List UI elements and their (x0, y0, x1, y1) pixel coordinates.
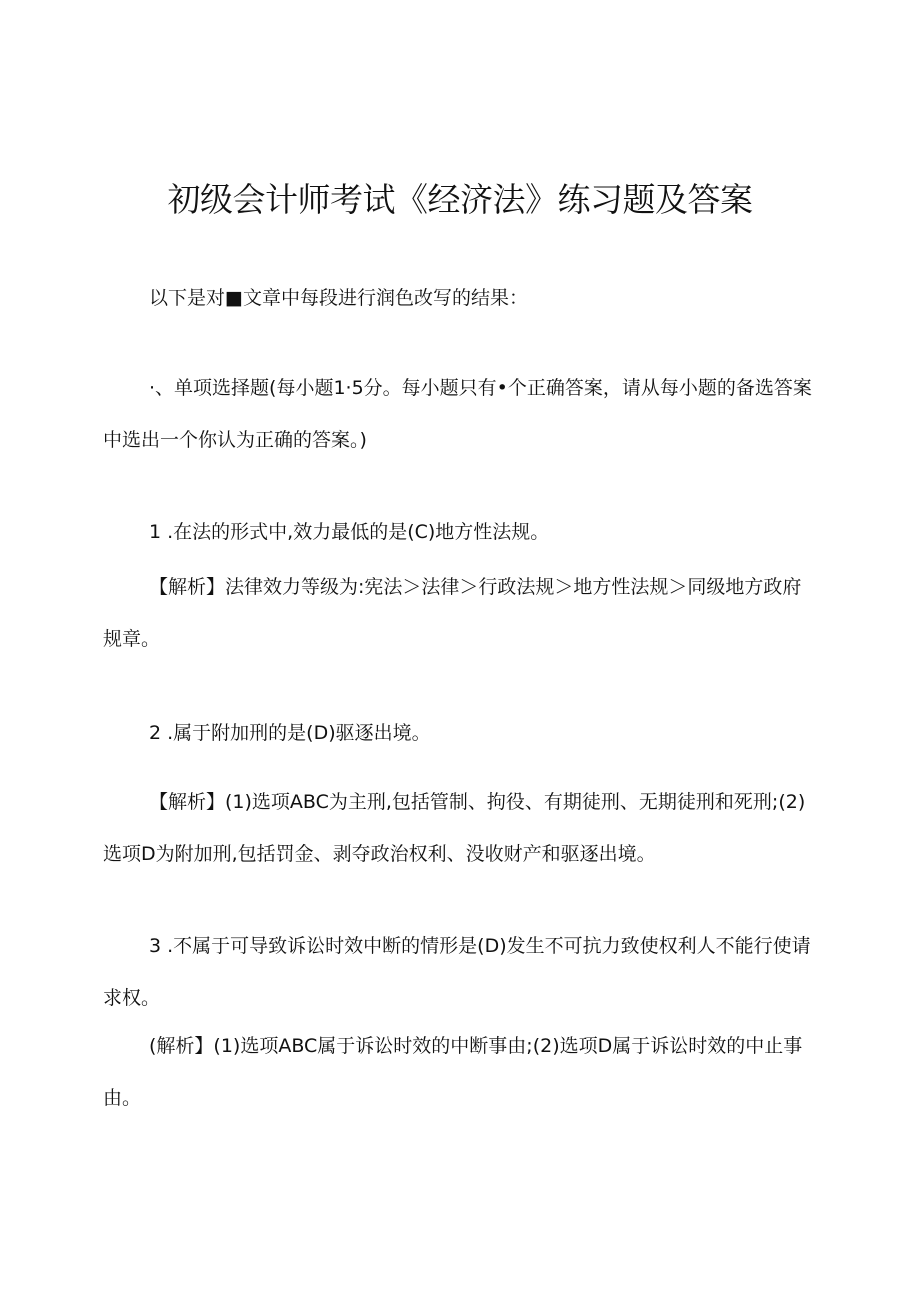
question-2: 2 .属于附加刑的是(D)驱逐出境。 (149, 722, 431, 744)
question-1: 1 .在法的形式中,效力最低的是(C)地方性法规。 (149, 521, 550, 543)
intro-paragraph: 以下是对■文章中每段进行润色改写的结果： (149, 287, 528, 309)
analysis-1: 【解析】法律效力等级为:宪法＞法律＞行政法规＞地方性法规＞同级地方政府规章。 (103, 576, 802, 650)
document-title: 初级会计师考试《经济法》练习题及答案 (167, 180, 753, 219)
analysis-3: (解析】(1)选项ABC属于诉讼时效的中断事由;(2)选项D属于诉讼时效的中止事由。 (103, 1035, 803, 1109)
section-heading: ·、单项选择题(每小题1·5分。每小题只有•个正确答案，请从每小题的备选答案中选出一个你认为正确的答案。) (103, 377, 812, 451)
analysis-2: 【解析】(1)选项ABC为主刑,包括管制、拘役、有期徒刑、无期徒刑和死刑;(2)选项D为附加刑,包括罚金、剥夺政治权利、没收财产和驱逐出境。 (103, 791, 806, 865)
question-3: 3 .不属于可导致诉讼时效中断的情形是(D)发生不可抗力致使权利人不能行使请求权。 (103, 935, 811, 1009)
